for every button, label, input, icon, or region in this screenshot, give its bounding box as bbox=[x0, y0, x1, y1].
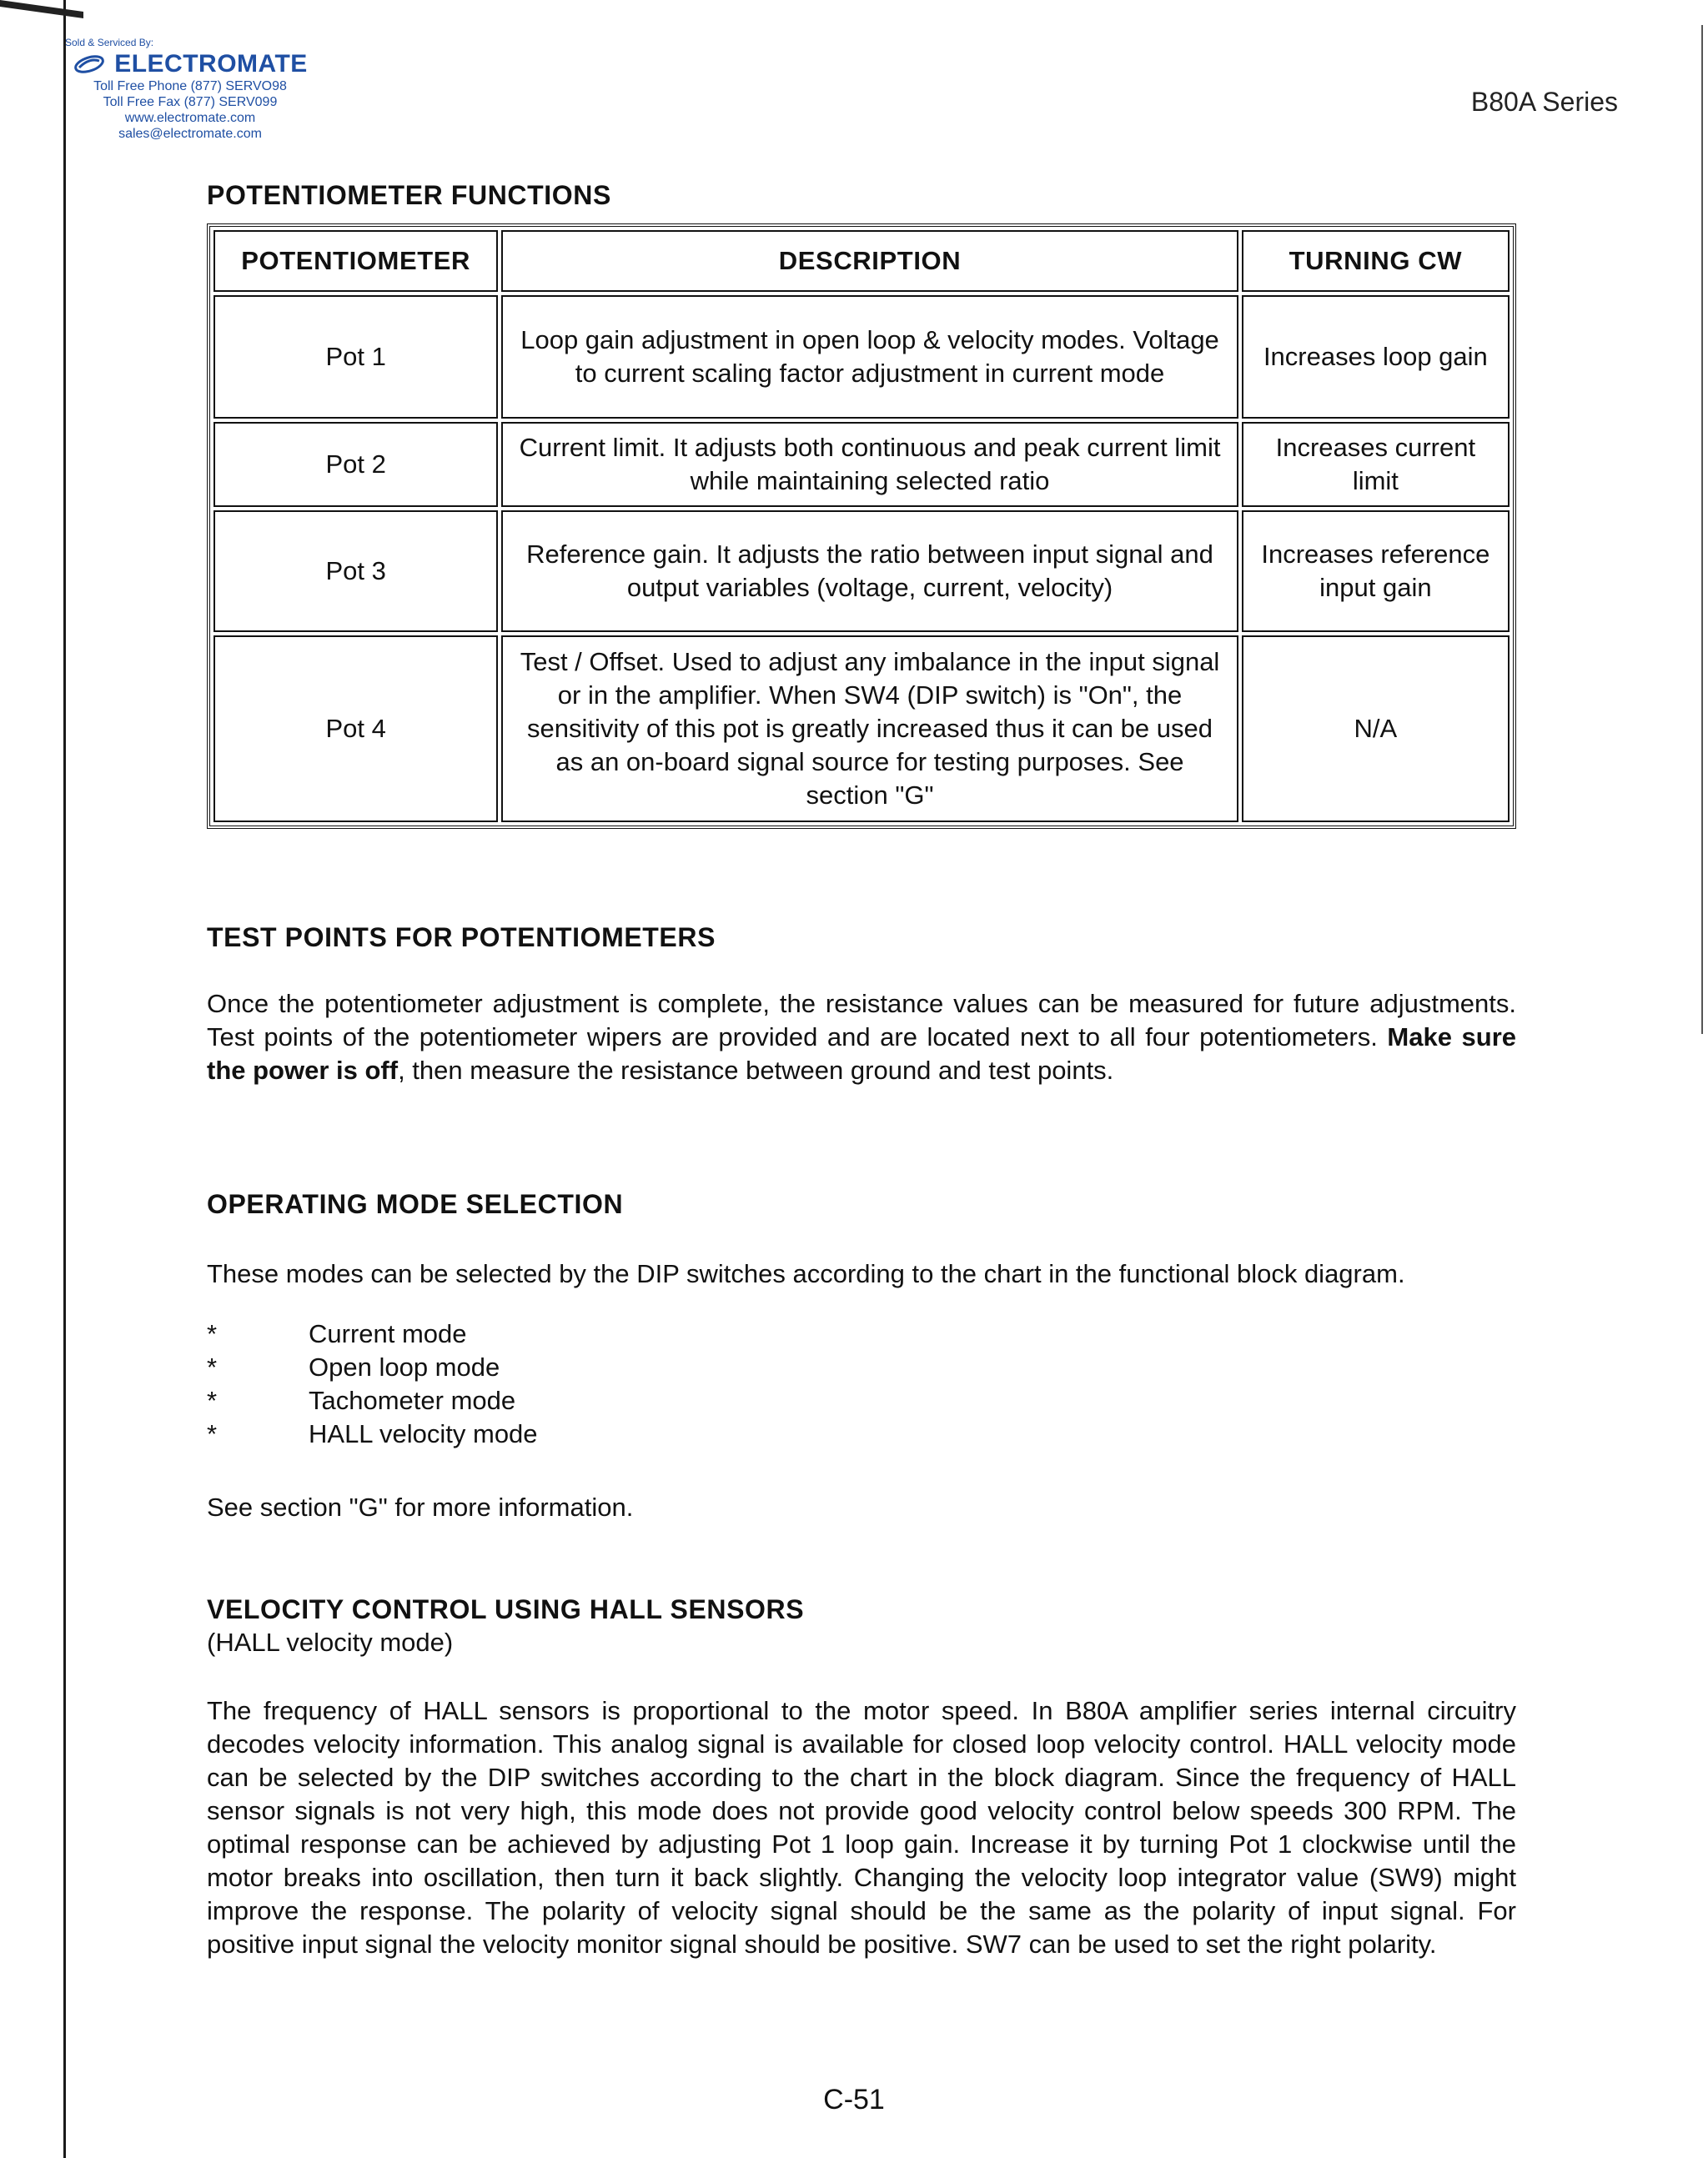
pot-description-cell: Loop gain adjustment in open loop & velocity modes. Voltage to current scaling factor adjustment in current mode bbox=[501, 295, 1238, 419]
velocity-control-paragraph: The frequency of HALL sensors is proportional to the motor speed. In B80A amplifier series internal circuitry decodes velocity information. This analog signal is available for closed loop velocity control. HALL velocity mode can be selected by the DIP switches according to the chart in the block diagram. Since the frequency of HALL sensor signals is not very high, this mode does not provide good velocity control below speeds 300 RPM. The optimal response can be achieved by adjusting Pot 1 loop gain. Increase it by turning Pot 1 clockwise until the motor breaks into oscillation, then turn it back slightly. Changing the velocity loop integrator value (SW9) might improve the response. The polarity of velocity signal should be the same as the polarity of input signal. For positive input signal the velocity monitor signal should be positive. SW7 can be used to set the right polarity. bbox=[207, 1696, 1516, 1959]
table-row bbox=[214, 295, 1510, 419]
bullet-marker: * bbox=[207, 1386, 218, 1415]
dealer-fax: Toll Free Fax (877) SERV099 bbox=[103, 95, 278, 109]
column-header-turning-cw: TURNING CW bbox=[1242, 230, 1510, 292]
scan-right-edge bbox=[1701, 25, 1703, 1034]
pot-cw-cell: Increases reference input gain bbox=[1242, 510, 1510, 632]
table-row bbox=[214, 422, 1510, 507]
power-off-warning: Make sure the power is off bbox=[207, 1022, 1516, 1085]
pot-cw-cell: Increases loop gain bbox=[1242, 295, 1510, 419]
mode-section-reference: See section "G" for more information. bbox=[207, 1493, 634, 1522]
dealer-phone: Toll Free Phone (877) SERVO98 bbox=[93, 79, 287, 93]
test-points-title: TEST POINTS FOR POTENTIOMETERS bbox=[207, 922, 716, 952]
scan-corner-mark bbox=[0, 0, 92, 8]
list-item bbox=[207, 1418, 538, 1451]
dealer-sold-by: Sold & Serviced By: bbox=[65, 37, 154, 48]
dealer-brand-name: ELECTROMATE bbox=[114, 50, 308, 78]
test-points-text-start: Once the potentiometer adjustment is complete, the resistance values can be measured for future adjustments. Test points of the potentiometer wipers are provided and are located next to all four potentiometers. bbox=[207, 989, 1516, 1051]
dealer-brand bbox=[65, 50, 315, 78]
page-number: C-51 bbox=[823, 2084, 885, 2115]
mode-list bbox=[207, 1317, 538, 1451]
mode-item-label: HALL velocity mode bbox=[309, 1419, 538, 1448]
table-row bbox=[214, 510, 1510, 632]
table-header-row bbox=[214, 230, 1510, 292]
potentiometer-functions-title: POTENTIOMETER FUNCTIONS bbox=[207, 180, 611, 210]
dealer-website[interactable]: www.electromate.com bbox=[124, 111, 256, 125]
electromate-logo-icon bbox=[73, 54, 106, 74]
mode-item-label: Tachometer mode bbox=[309, 1386, 516, 1415]
test-points-paragraph bbox=[207, 987, 1516, 1087]
mode-item-label: Current mode bbox=[309, 1319, 467, 1348]
potentiometer-table bbox=[207, 223, 1516, 829]
column-header-description: DESCRIPTION bbox=[501, 230, 1238, 292]
pot-name-cell: Pot 2 bbox=[214, 422, 498, 507]
bullet-marker: * bbox=[207, 1319, 218, 1348]
series-header: B80A Series bbox=[1470, 87, 1618, 117]
pot-description-cell: Current limit. It adjusts both continuous and peak current limit while maintaining selected ratio bbox=[501, 422, 1238, 507]
column-header-potentiometer: POTENTIOMETER bbox=[214, 230, 498, 292]
pot-cw-cell: N/A bbox=[1242, 635, 1510, 822]
bullet-marker: * bbox=[207, 1353, 218, 1382]
list-item bbox=[207, 1317, 538, 1351]
pot-name-cell: Pot 4 bbox=[214, 635, 498, 822]
operating-mode-title: OPERATING MODE SELECTION bbox=[207, 1189, 624, 1219]
velocity-control-subtitle: (HALL velocity mode) bbox=[207, 1628, 454, 1657]
pot-description-cell: Test / Offset. Used to adjust any imbalance in the input signal or in the amplifier. When SW4 (DIP switch) is "On", the sensitivity of this pot is greatly increased thus it can be used as an on-board signal source for testing purposes. See section "G" bbox=[501, 635, 1238, 822]
velocity-control-title: VELOCITY CONTROL USING HALL SENSORS bbox=[207, 1594, 805, 1624]
pot-name-cell: Pot 3 bbox=[214, 510, 498, 632]
dealer-stamp bbox=[65, 37, 315, 142]
pot-name-cell: Pot 1 bbox=[214, 295, 498, 419]
table-row bbox=[214, 635, 1510, 822]
list-item bbox=[207, 1384, 538, 1418]
test-points-text-end: , then measure the resistance between ground and test points. bbox=[398, 1056, 1114, 1085]
operating-mode-intro: These modes can be selected by the DIP switches according to the chart in the functional block diagram. bbox=[207, 1259, 1405, 1288]
pot-description-cell: Reference gain. It adjusts the ratio between input signal and output variables (voltage, current, velocity) bbox=[501, 510, 1238, 632]
mode-item-label: Open loop mode bbox=[309, 1353, 500, 1382]
pot-cw-cell: Increases current limit bbox=[1242, 422, 1510, 507]
dealer-email[interactable]: sales@electromate.com bbox=[118, 127, 262, 141]
list-item bbox=[207, 1351, 538, 1384]
bullet-marker: * bbox=[207, 1419, 218, 1448]
scan-binding-edge bbox=[63, 0, 66, 2158]
